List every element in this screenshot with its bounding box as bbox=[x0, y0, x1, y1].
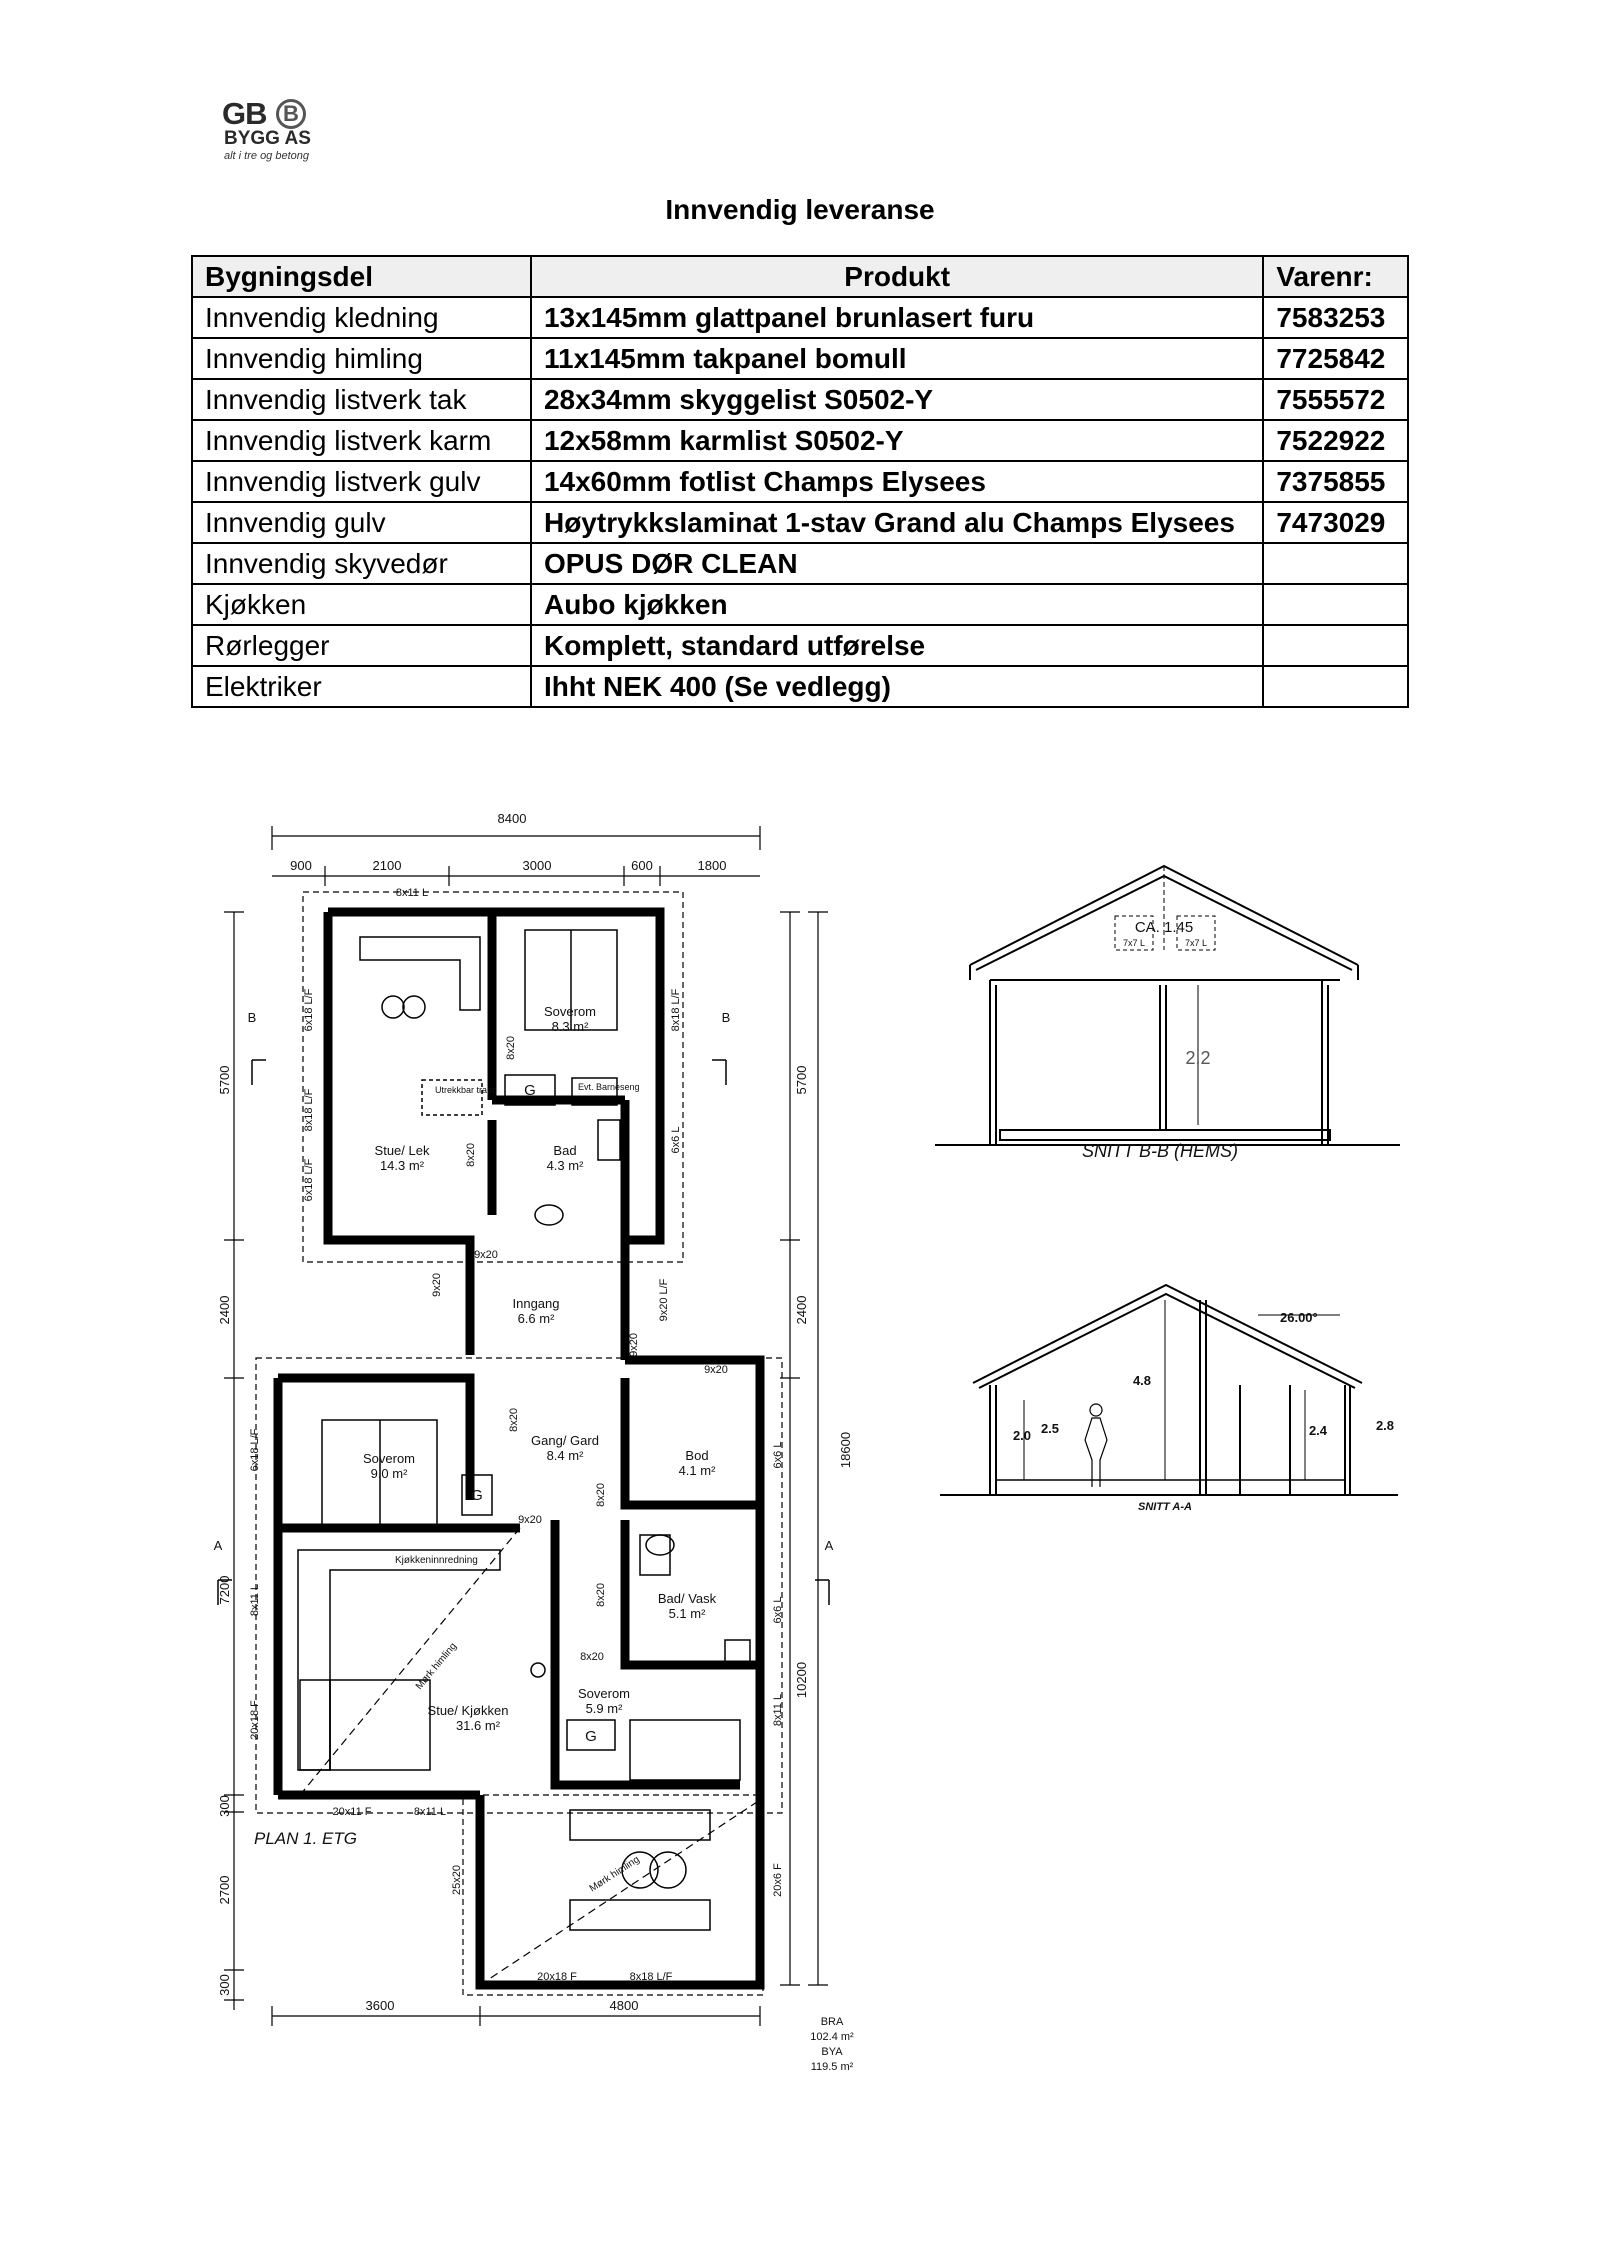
section-aa-height: 2.4 bbox=[1308, 1423, 1328, 1438]
area-value: 119.5 m² bbox=[810, 2061, 854, 2073]
panel-tag: 8x11 L bbox=[772, 1693, 784, 1727]
cell-part: Innvendig listverk tak bbox=[192, 379, 531, 420]
room-name: Stue/ Kjøkken bbox=[427, 1703, 509, 1718]
logo-name: BYGG AS bbox=[224, 128, 311, 149]
section-bb-ca: CA. 1.45 bbox=[1134, 919, 1194, 936]
dim-left: 300 bbox=[217, 1795, 232, 1817]
ladder-label: Utrekkbar trapp bbox=[435, 1085, 498, 1095]
panel-tag: 9x20 bbox=[474, 1249, 498, 1261]
panel-tag: 8x20 bbox=[508, 1408, 520, 1432]
panel-tag: 8x20 bbox=[595, 1583, 607, 1607]
cell-number: 7725842 bbox=[1263, 338, 1408, 379]
panel-tag: 6x18 L/F bbox=[249, 1428, 261, 1472]
panel-tag: 8x20 bbox=[465, 1143, 477, 1167]
cell-part: Innvendig kledning bbox=[192, 297, 531, 338]
panel-tag: 8x18 L/F bbox=[303, 1088, 315, 1132]
dim-right: 2400 bbox=[794, 1295, 809, 1325]
panel-tag: 8x20 bbox=[580, 1651, 604, 1663]
section-aa-labels bbox=[1013, 1310, 1394, 1513]
panel-tag: 8x20 bbox=[595, 1483, 607, 1507]
room-name: Bod bbox=[685, 1448, 709, 1463]
plan-title: PLAN 1. ETG bbox=[254, 1829, 357, 1848]
dim-right-total: 18600 bbox=[838, 1431, 853, 1469]
room-name: Gang/ Gard bbox=[531, 1433, 599, 1448]
panel-tag: 20x18 F bbox=[249, 1700, 261, 1740]
dim-top-total: 8400 bbox=[497, 811, 527, 826]
area-label: BRA bbox=[820, 2016, 844, 2028]
room-name: Soverom bbox=[362, 1451, 416, 1466]
header-produkt: Produkt bbox=[531, 256, 1263, 297]
g-mark: G bbox=[471, 1487, 483, 1504]
panel-tag: 8x18 L/F bbox=[670, 988, 682, 1032]
dim-top: 1800 bbox=[697, 858, 727, 873]
section-bb bbox=[935, 866, 1400, 1145]
cell-product: Høytrykkslaminat 1-stav Grand alu Champs Elysees bbox=[531, 502, 1263, 543]
room-area: 31.6 m² bbox=[455, 1718, 501, 1733]
dim-right: 5700 bbox=[794, 1065, 809, 1095]
panel-tag: 6x6 L bbox=[670, 1126, 682, 1154]
panel-tag: 9x20 bbox=[431, 1273, 443, 1297]
panel-tag: 9x20 bbox=[518, 1514, 542, 1526]
ceiling-label: Mørk himling bbox=[587, 1854, 642, 1895]
cell-product: Aubo kjøkken bbox=[531, 584, 1263, 625]
cot-label: Evt. Barneseng bbox=[578, 1082, 640, 1092]
panel-tag: 6x6 L bbox=[772, 1596, 784, 1624]
cell-part: Rørlegger bbox=[192, 625, 531, 666]
section-mark: B bbox=[721, 1010, 731, 1025]
room-area: 4.3 m² bbox=[546, 1158, 584, 1173]
room-name: Bad/ Vask bbox=[657, 1591, 717, 1606]
panel-tag: 8x11 L bbox=[413, 1806, 447, 1818]
section-bb-caption: SNITT B-B (HEMS) bbox=[1082, 1141, 1238, 1161]
dim-left: 5700 bbox=[217, 1065, 232, 1095]
section-aa bbox=[940, 1285, 1398, 1495]
dim-left: 300 bbox=[217, 1974, 232, 1996]
panel-tag: 9x20 bbox=[704, 1364, 728, 1376]
dim-top: 900 bbox=[290, 858, 312, 873]
ceiling-label: Mørk himling bbox=[413, 1641, 460, 1692]
cell-part: Innvendig listverk gulv bbox=[192, 461, 531, 502]
logo-tagline: alt i tre og betong bbox=[224, 150, 310, 162]
dim-bottom: 4800 bbox=[609, 1998, 639, 2013]
section-mark: B bbox=[247, 1010, 257, 1025]
section-mark: A bbox=[824, 1538, 834, 1553]
cell-number: 7473029 bbox=[1263, 502, 1408, 543]
section-aa-caption: SNITT A-A bbox=[1138, 1501, 1192, 1513]
dim-left: 2400 bbox=[217, 1295, 232, 1325]
room-name: Soverom bbox=[577, 1686, 631, 1701]
dim-left: 2700 bbox=[217, 1875, 232, 1905]
panel-tag: 20x6 F bbox=[772, 1863, 784, 1897]
room-area: 9.0 m² bbox=[370, 1466, 408, 1481]
dim-top: 2100 bbox=[372, 858, 402, 873]
g-mark: G bbox=[524, 1082, 536, 1099]
panel-tag: 9x20 L/F bbox=[658, 1278, 670, 1322]
dim-bottom: 3600 bbox=[365, 1998, 395, 2013]
panel-tag: 6x18 L/F bbox=[303, 988, 315, 1032]
panel-tag: 25x20 bbox=[451, 1865, 463, 1895]
room-name: Bad bbox=[553, 1143, 577, 1158]
room-area: 8.3 m² bbox=[551, 1019, 589, 1034]
cell-product: 28x34mm skyggelist S0502-Y bbox=[531, 379, 1263, 420]
cell-product: OPUS DØR CLEAN bbox=[531, 543, 1263, 584]
cell-part: Innvendig skyvedør bbox=[192, 543, 531, 584]
panel-tag: 8x18 L/F bbox=[629, 1971, 673, 1983]
panel-tag: 20x11 F bbox=[332, 1806, 372, 1818]
cell-product: 11x145mm takpanel bomull bbox=[531, 338, 1263, 379]
logo-mark: B bbox=[276, 99, 306, 129]
section-bb-box: 7x7 L bbox=[1122, 938, 1146, 948]
header-varenr: Varenr: bbox=[1263, 256, 1408, 297]
panel-tag: 8x20 bbox=[505, 1036, 517, 1060]
cell-part: Elektriker bbox=[192, 666, 531, 707]
panel-tag: 6x6 L bbox=[772, 1441, 784, 1469]
dim-right: 10200 bbox=[794, 1661, 809, 1699]
logo-brand: GB bbox=[222, 96, 267, 131]
cell-product: Ihht NEK 400 (Se vedlegg) bbox=[531, 666, 1263, 707]
area-value: 102.4 m² bbox=[810, 2031, 854, 2043]
area-label: BYA bbox=[821, 2046, 843, 2058]
room-name: Stue/ Lek bbox=[374, 1143, 430, 1158]
cell-part: Innvendig himling bbox=[192, 338, 531, 379]
section-aa-height: 2.8 bbox=[1375, 1418, 1395, 1433]
cell-part: Innvendig gulv bbox=[192, 502, 531, 543]
dim-top: 600 bbox=[631, 858, 653, 873]
panel-tag: 20x18 F bbox=[537, 1971, 577, 1983]
panel-tag: 8x11 L bbox=[249, 1583, 261, 1617]
cell-part: Kjøkken bbox=[192, 584, 531, 625]
section-aa-height: 2.5 bbox=[1040, 1421, 1060, 1436]
section-mark: A bbox=[213, 1538, 223, 1553]
header-bygningsdel: Bygningsdel bbox=[192, 256, 531, 297]
g-mark: G bbox=[585, 1728, 597, 1745]
cell-number: 7522922 bbox=[1263, 420, 1408, 461]
cell-product: 14x60mm fotlist Champs Elysees bbox=[531, 461, 1263, 502]
room-name: Soverom bbox=[543, 1004, 597, 1019]
document-title: Innvendig leveranse bbox=[665, 194, 935, 225]
section-aa-height: 2.0 bbox=[1012, 1428, 1032, 1443]
cell-product: 12x58mm karmlist S0502-Y bbox=[531, 420, 1263, 461]
cell-product: 13x145mm glattpanel brunlasert furu bbox=[531, 297, 1263, 338]
room-area: 8.4 m² bbox=[546, 1448, 584, 1463]
room-area: 6.6 m² bbox=[517, 1311, 555, 1326]
furniture bbox=[298, 930, 750, 1930]
dim-left: 7200 bbox=[217, 1575, 232, 1605]
dim-top: 3000 bbox=[522, 858, 552, 873]
room-area: 5.1 m² bbox=[668, 1606, 706, 1621]
section-bb-height: 2.2 bbox=[1185, 1048, 1211, 1068]
panel-tag: 9x20 bbox=[628, 1333, 640, 1357]
room-area: 14.3 m² bbox=[379, 1158, 425, 1173]
panel-tag: 6x18 L/F bbox=[303, 1158, 315, 1202]
panel-tag: 8x11 L bbox=[395, 887, 429, 899]
kitchen-label: Kjøkkeninnredning bbox=[395, 1555, 478, 1566]
room-name: Inngang bbox=[512, 1296, 560, 1311]
cell-number: 7583253 bbox=[1263, 297, 1408, 338]
section-bb-box: 7x7 L bbox=[1184, 938, 1208, 948]
room-area: 4.1 m² bbox=[678, 1463, 716, 1478]
cell-number: 7555572 bbox=[1263, 379, 1408, 420]
cell-product: Komplett, standard utførelse bbox=[531, 625, 1263, 666]
section-aa-height: 4.8 bbox=[1132, 1373, 1152, 1388]
cell-part: Innvendig listverk karm bbox=[192, 420, 531, 461]
room-area: 5.9 m² bbox=[585, 1701, 623, 1716]
cell-number: 7375855 bbox=[1263, 461, 1408, 502]
section-aa-angle: 26.00° bbox=[1280, 1310, 1318, 1325]
